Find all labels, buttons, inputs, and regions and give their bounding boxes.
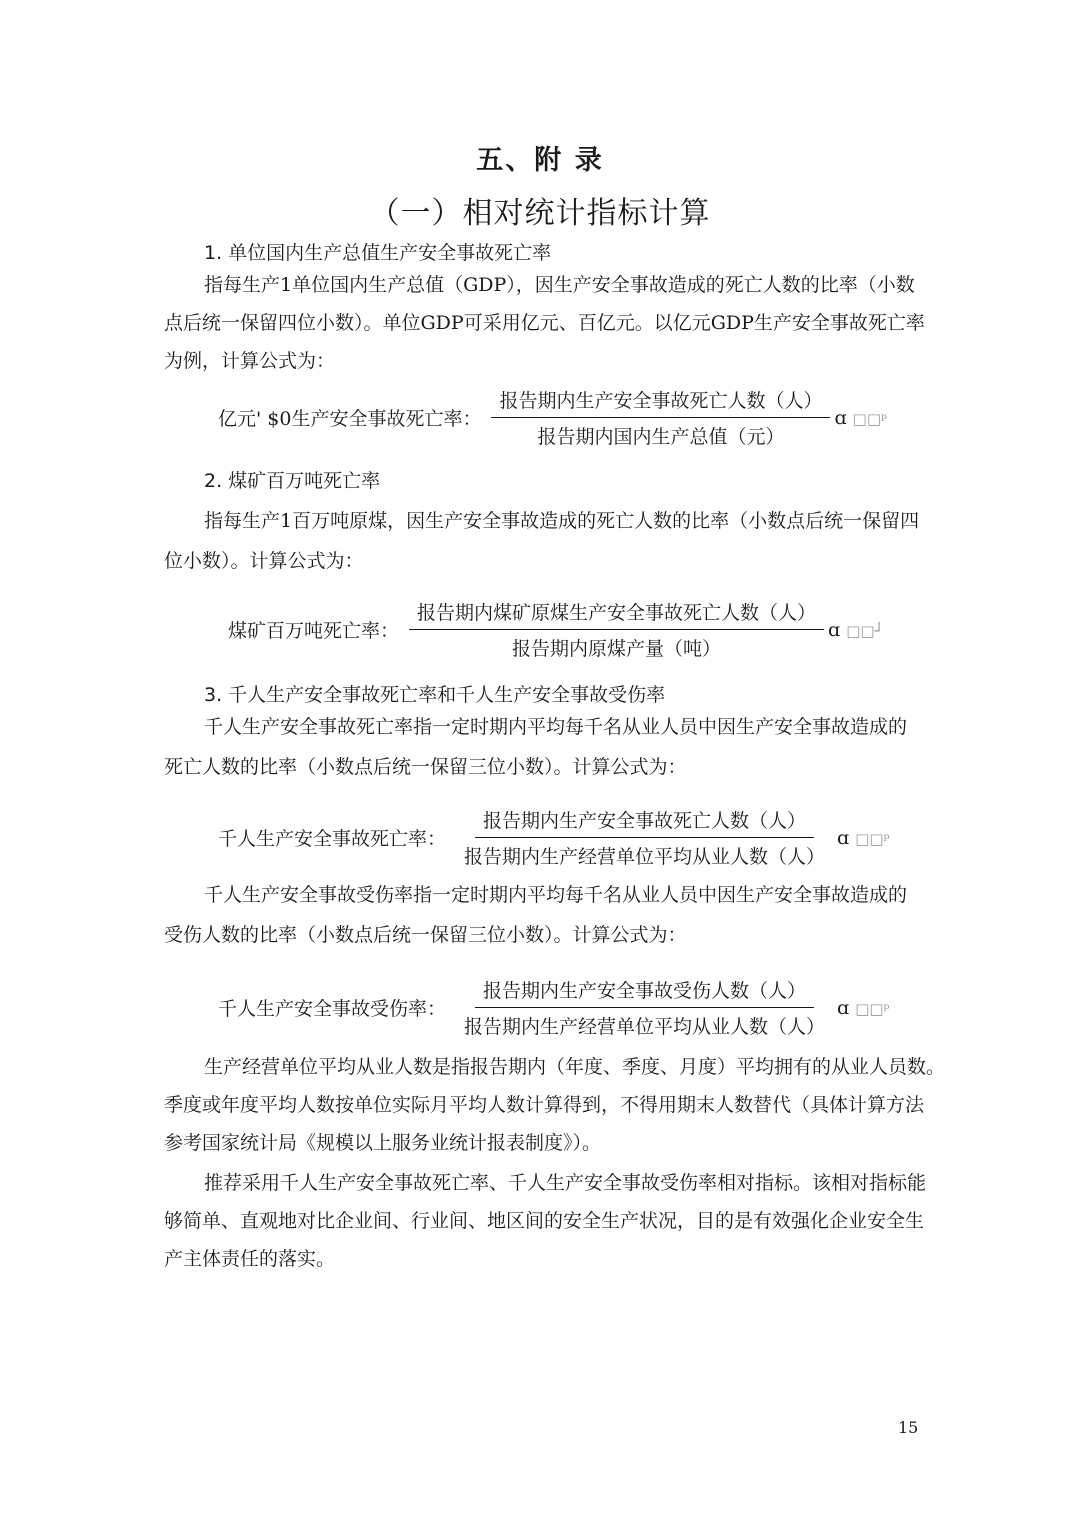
formula-fraction xyxy=(456,976,833,1039)
formula-numerator: 报告期内生产安全事故死亡人数（人） xyxy=(475,806,814,838)
formula-denominator: 报告期内国内生产总值（元） xyxy=(537,426,785,448)
formula-label: 煤矿百万吨死亡率： xyxy=(228,620,400,642)
section-3-para2-line-2: 受伤人数的比率（小数点后统一保留三位小数）。计算公式为： xyxy=(164,924,687,946)
closing-para-1-line-3: 参考国家统计局《规模以上服务业统计报表制度》）。 xyxy=(164,1132,602,1154)
section-1-para-line-1: 指每生产1单位国内生产总值（GDP），因生产安全事故造成的死亡人数的比率（小数 xyxy=(204,274,915,296)
formula-per-thousand-injury-rate xyxy=(218,976,890,1039)
formula-coal-death-rate xyxy=(228,598,884,661)
section-2-para-line-2: 位小数）。计算公式为： xyxy=(164,550,364,572)
formula-denominator: 报告期内生产经营单位平均从业人数（人） xyxy=(464,846,826,868)
formula-label: 千人生产安全事故死亡率： xyxy=(218,828,447,850)
formula-fraction xyxy=(456,806,833,869)
formula-label: 千人生产安全事故受伤率： xyxy=(218,998,447,1020)
section-2-heading: 2. 煤矿百万吨死亡率 xyxy=(204,470,381,492)
section-3-para2-line-1: 千人生产安全事故受伤率指一定时期内平均每千名从业人员中因生产安全事故造成的 xyxy=(204,884,908,906)
page-number: 15 xyxy=(898,1418,919,1437)
section-1-para-line-3: 为例，计算公式为： xyxy=(164,350,336,372)
formula-label: 亿元' $0生产安全事故死亡率： xyxy=(218,408,482,430)
formula-numerator: 报告期内生产安全事故受伤人数（人） xyxy=(475,976,814,1008)
section-3-para-line-2: 死亡人数的比率（小数点后统一保留三位小数）。计算公式为： xyxy=(164,756,687,778)
formula-per-thousand-death-rate xyxy=(218,806,890,869)
section-1-heading: 1. 单位国内生产总值生产安全事故死亡率 xyxy=(204,242,552,264)
closing-para-2-line-3: 产主体责任的落实。 xyxy=(164,1248,336,1270)
closing-para-2-line-1: 推荐采用千人生产安全事故死亡率、千人生产安全事故受伤率相对指标。该相对指标能 xyxy=(204,1172,927,1194)
formula-denominator: 报告期内生产经营单位平均从业人数（人） xyxy=(464,1016,826,1038)
formula-gdp-death-rate xyxy=(218,386,887,449)
section-3-para-line-1: 千人生产安全事故死亡率指一定时期内平均每千名从业人员中因生产安全事故造成的 xyxy=(204,716,908,738)
section-1-para-line-2: 点后统一保留四位小数）。单位GDP可采用亿元、百亿元。以亿元GDP生产安全事故死亡率 xyxy=(164,312,925,334)
formula-multiplier: ɑ □□ᵖ xyxy=(837,826,890,849)
formula-fraction xyxy=(409,598,824,661)
closing-para-1-line-1: 生产经营单位平均从业人数是指报告期内（年度、季度、月度）平均拥有的从业人员数。 xyxy=(204,1056,946,1078)
section-3-heading: 3. 千人生产安全事故死亡率和千人生产安全事故受伤率 xyxy=(204,684,666,706)
formula-multiplier: ɑ □□┘ xyxy=(828,618,884,641)
section-subtitle: （一）相对统计指标计算 xyxy=(369,196,711,231)
closing-para-1-line-2: 季度或年度平均人数按单位实际月平均人数计算得到，不得用期末人数替代（具体计算方法 xyxy=(164,1094,925,1116)
formula-multiplier: ɑ □□ᵖ xyxy=(837,996,890,1019)
section-2-para-line-1: 指每生产1百万吨原煤，因生产安全事故造成的死亡人数的比率（小数点后统一保留四 xyxy=(204,510,920,532)
closing-para-2-line-2: 够简单、直观地对比企业间、行业间、地区间的安全生产状况，目的是有效强化企业安全生 xyxy=(164,1210,925,1232)
formula-multiplier: ɑ □□ᵖ xyxy=(834,406,887,429)
formula-denominator: 报告期内原煤产量（吨） xyxy=(512,638,722,660)
appendix-title: 五、附 录 xyxy=(476,145,604,176)
formula-fraction xyxy=(491,386,830,449)
formula-numerator: 报告期内煤矿原煤生产安全事故死亡人数（人） xyxy=(409,598,824,630)
formula-numerator: 报告期内生产安全事故死亡人数（人） xyxy=(491,386,830,418)
